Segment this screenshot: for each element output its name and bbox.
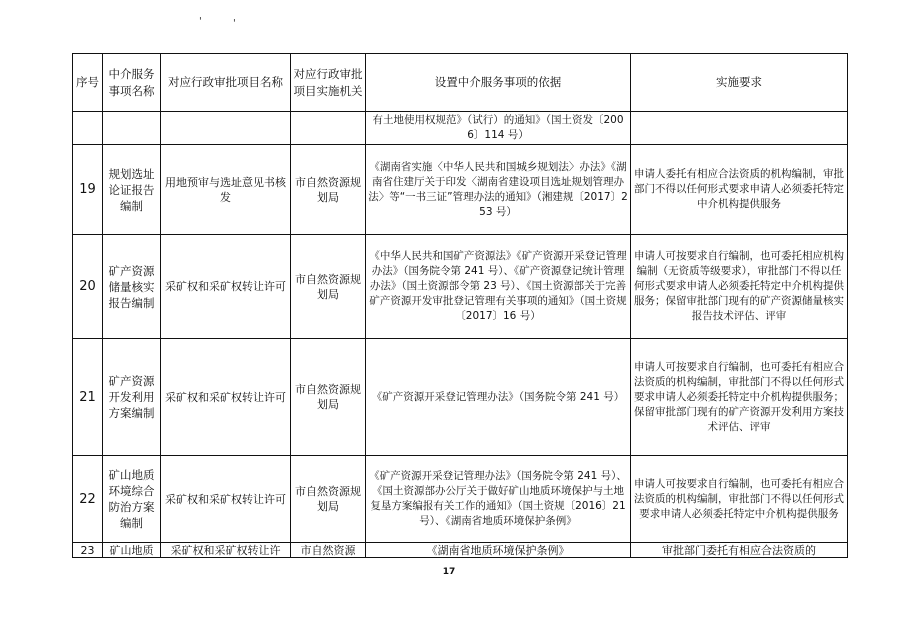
cell-empty	[631, 112, 848, 145]
scan-mark: '	[199, 16, 202, 27]
cell-no: 21	[73, 339, 103, 456]
cell-approval-org: 市自然资源规划局	[291, 339, 366, 456]
cell-basis: 有土地使用权规范》（试行）的通知》（国土资发〔2006〕114 号）	[366, 112, 631, 145]
cell-basis: 《湖南省实施〈中华人民共和国城乡规划法〉办法》《湖南省住建厅关于印发〈湖南省建设项目选址规划管理办法〉等“一书三证”管理办法的通知》（湘建规〔2017〕253 号）	[366, 145, 631, 235]
page-number: 17	[442, 567, 456, 577]
scan-marks	[0, 16, 898, 36]
header-basis: 设置中介服务事项的依据	[366, 54, 631, 112]
cell-requirement: 申请人可按要求自行编制，也可委托相应机构编制（无资质等级要求），审批部门不得以任何形式要求申请人必须委托特定中介机构提供服务；保留审批部门现有的矿产资源储量核实报告技术评估、评审	[631, 235, 848, 339]
cell-no: 23	[73, 543, 103, 558]
intermediary-service-table	[72, 53, 848, 558]
cell-no: 19	[73, 145, 103, 235]
cell-empty	[291, 112, 366, 145]
header-approval-org: 对应行政审批项目实施机关	[291, 54, 366, 112]
cell-basis: 《湖南省地质环境保护条例》	[366, 543, 631, 558]
cell-requirement: 申请人可按要求自行编制，也可委托有相应合法资质的机构编制，审批部门不得以任何形式要求申请人必须委托特定中介机构提供服务	[631, 456, 848, 543]
cell-service-name: 规划选址论证报告编制	[103, 145, 161, 235]
cell-approval-org: 市自然资源	[291, 543, 366, 558]
scan-mark: '	[233, 18, 236, 29]
cell-service-name: 矿山地质	[103, 543, 161, 558]
table-row	[73, 339, 848, 456]
cell-requirement: 申请人委托有相应合法资质的机构编制，审批部门不得以任何形式要求申请人必须委托特定中介机构提供服务	[631, 145, 848, 235]
table-row	[73, 235, 848, 339]
cell-service-name: 矿产资源开发利用方案编制	[103, 339, 161, 456]
header-no: 序号	[73, 54, 103, 112]
cell-approval-org: 市自然资源规划局	[291, 456, 366, 543]
cell-service-name: 矿产资源储量核实报告编制	[103, 235, 161, 339]
table-row	[73, 456, 848, 543]
cell-basis: 《中华人民共和国矿产资源法》《矿产资源开采登记管理办法》（国务院令第 241 号）、《矿产资源登记统计管理办法》（国土资源部令第 23 号）、《国土资源部关于完善矿产资源开发审批登记管理有关事项的通知》（国土资规〔2017〕16 号）	[366, 235, 631, 339]
cell-requirement: 审批部门委托有相应合法资质的	[631, 543, 848, 558]
cell-approval-item: 用地预审与选址意见书核发	[161, 145, 291, 235]
cell-basis: 《矿产资源开采登记管理办法》（国务院令第 241 号）、《国土资源部办公厅关于做好矿山地质环境保护与土地复垦方案编报有关工作的通知》（国土资规〔2016〕21 号）、《湖南省地质环境保护条例》	[366, 456, 631, 543]
cell-approval-item: 采矿权和采矿权转让许	[161, 543, 291, 558]
cell-approval-org: 市自然资源规划局	[291, 235, 366, 339]
cell-requirement: 申请人可按要求自行编制，也可委托有相应合法资质的机构编制，审批部门不得以任何形式要求申请人必须委托特定中介机构提供服务；保留审批部门现有的矿产资源开发利用方案技术评估、评审	[631, 339, 848, 456]
cell-approval-item: 采矿权和采矿权转让许可	[161, 235, 291, 339]
cell-empty	[103, 112, 161, 145]
cell-approval-item: 采矿权和采矿权转让许可	[161, 339, 291, 456]
table-row	[73, 145, 848, 235]
cell-empty	[73, 112, 103, 145]
cell-no: 20	[73, 235, 103, 339]
table-header-row	[73, 54, 848, 112]
cell-no: 22	[73, 456, 103, 543]
cell-approval-item: 采矿权和采矿权转让许可	[161, 456, 291, 543]
cell-service-name: 矿山地质环境综合防治方案编制	[103, 456, 161, 543]
header-approval-item: 对应行政审批项目名称	[161, 54, 291, 112]
header-service-name: 中介服务事项名称	[103, 54, 161, 112]
table-row	[73, 543, 848, 558]
cell-approval-org: 市自然资源规划局	[291, 145, 366, 235]
header-requirement: 实施要求	[631, 54, 848, 112]
cell-empty	[161, 112, 291, 145]
cell-basis: 《矿产资源开采登记管理办法》（国务院令第 241 号）	[366, 339, 631, 456]
table-row-continued	[73, 112, 848, 145]
